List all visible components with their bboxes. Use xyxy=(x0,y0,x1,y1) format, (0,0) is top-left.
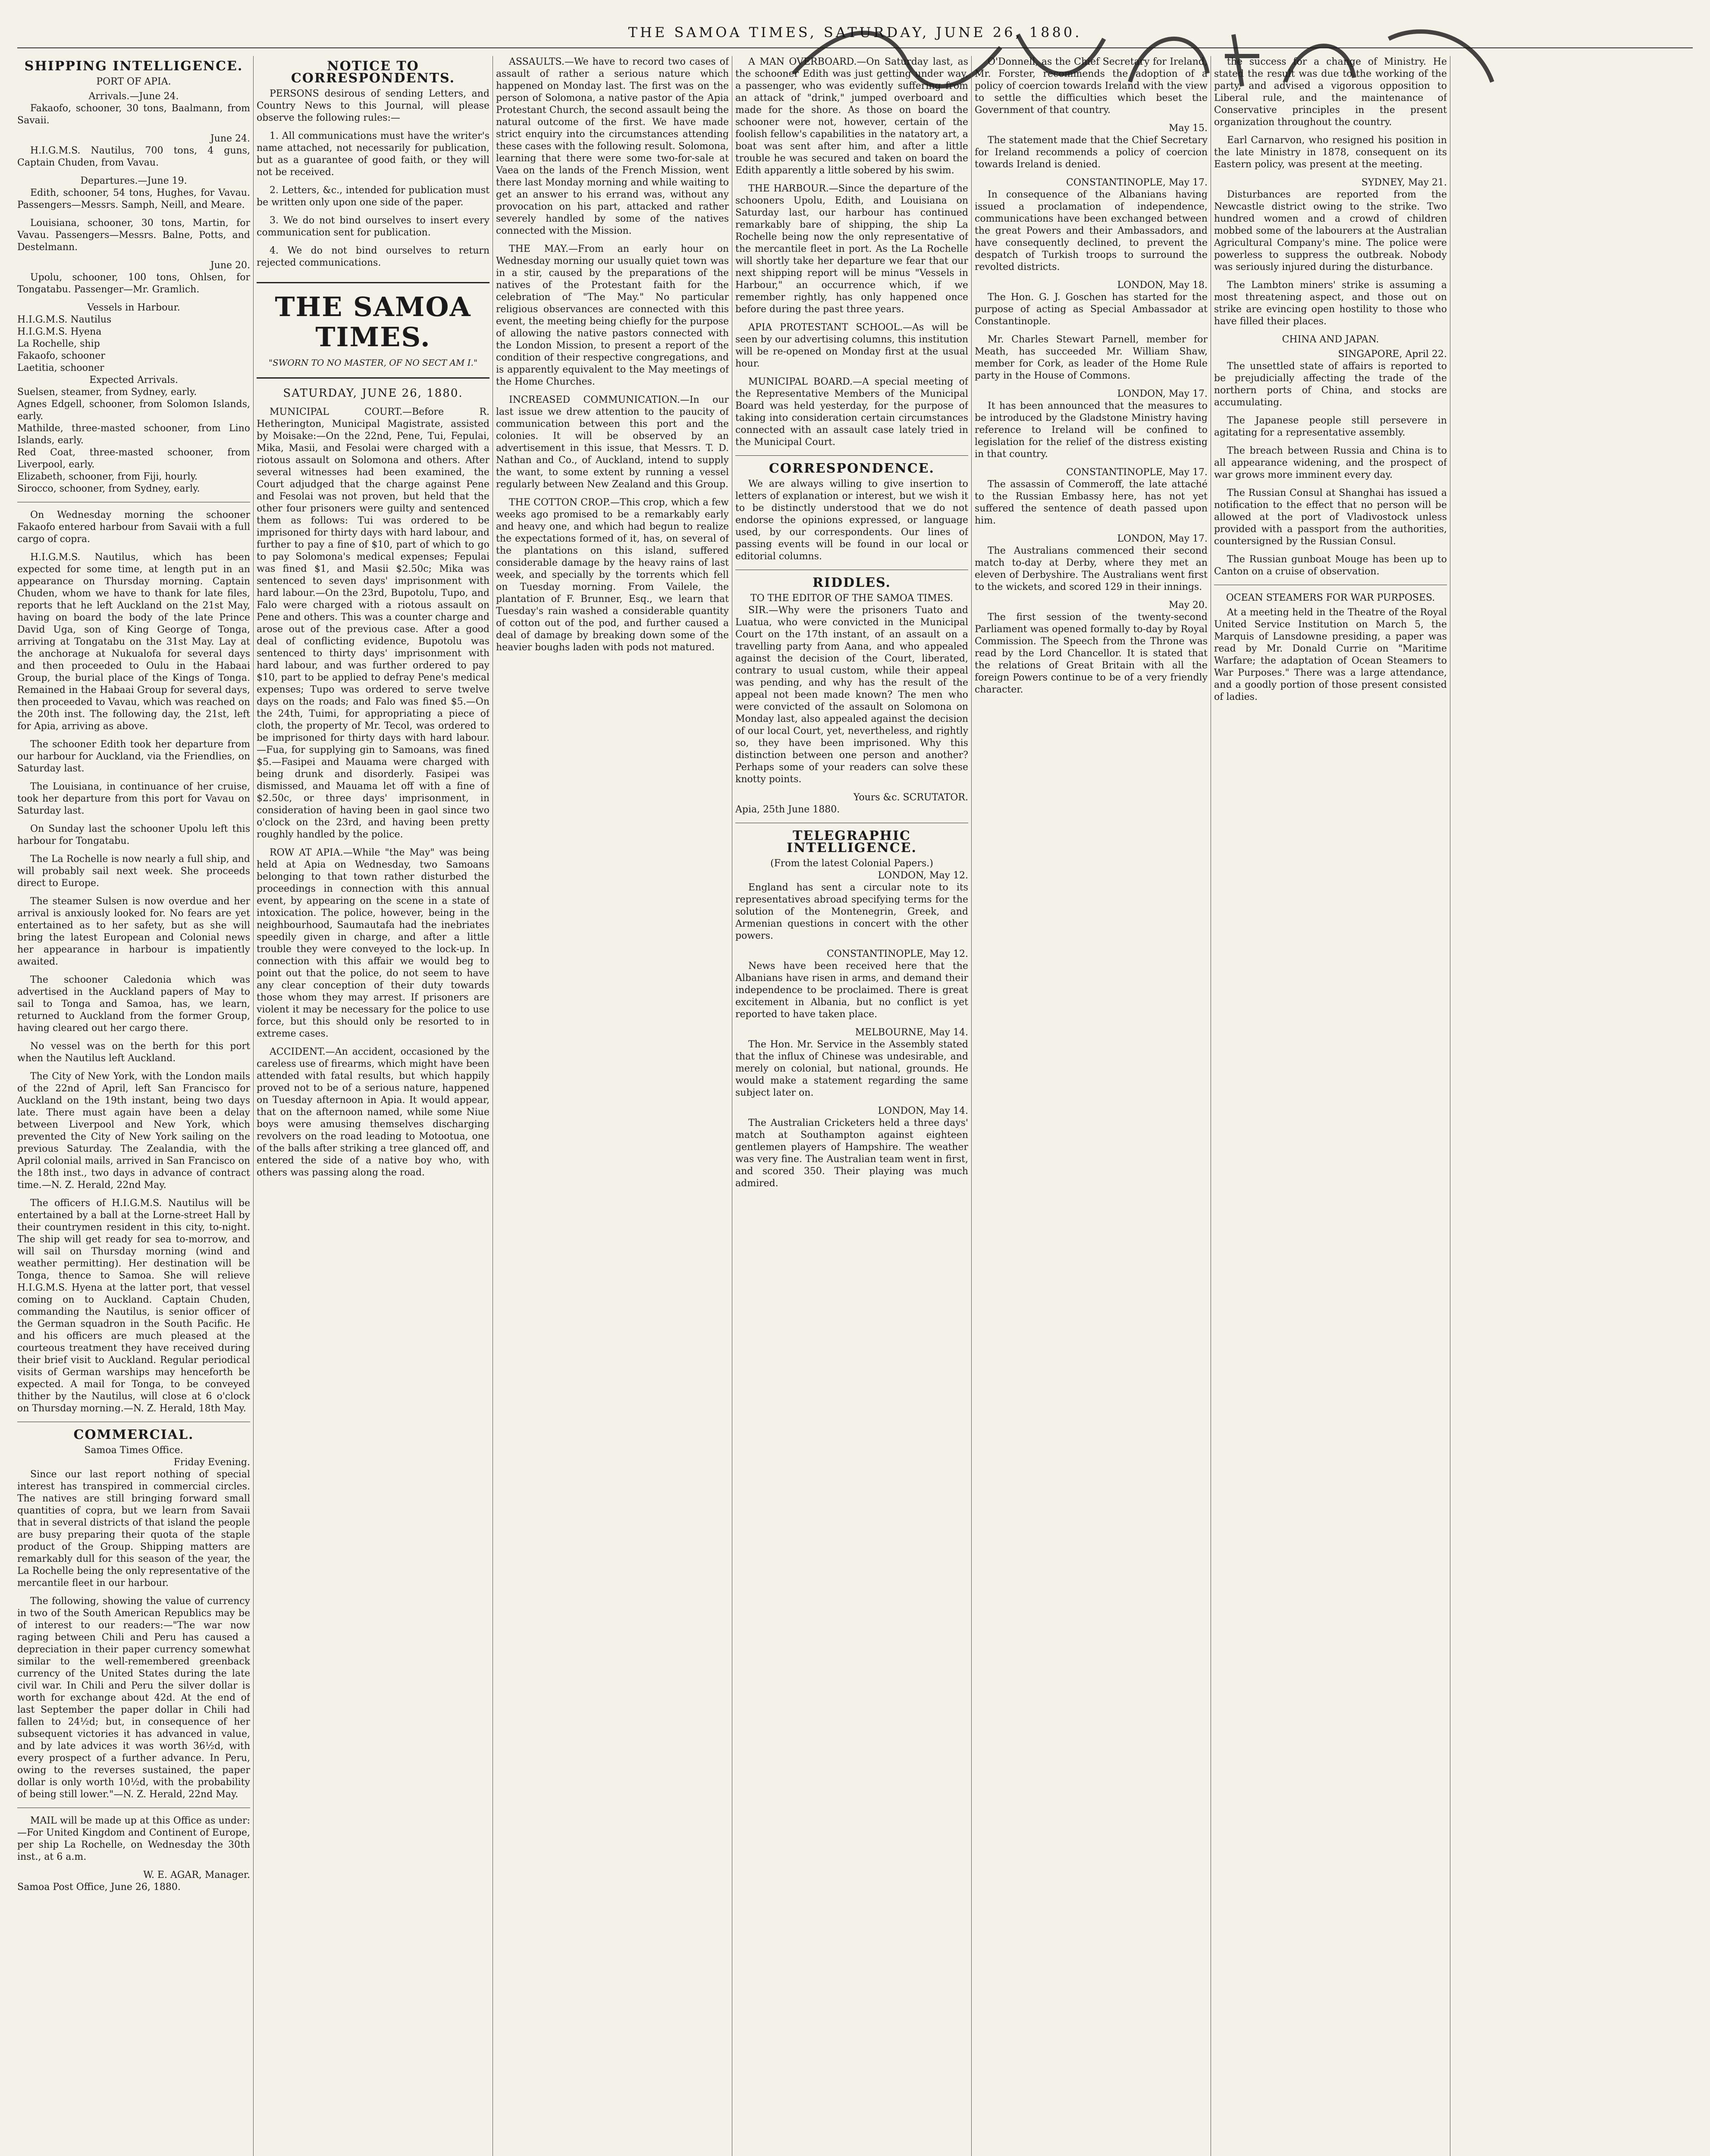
column-5 xyxy=(975,56,1208,2156)
telegraph-item: It has been announced that the measures to be introduced by the Gladstone Ministry having reference to Ireland will be confined to legislation for the relief of the distress existing in that country. xyxy=(975,401,1208,460)
news-paragraph: MUNICIPAL COURT.—Before R. Hetherington, Municipal Magistrate, assisted by Moisake:—On the 22nd, Pene, Tui, Fepulai, Mika, Masii, and Fesolai were charged with a riotous assault on Solomona and others. After several witnesses had been examined, the Court adjudged that the charge against Pene and Fesolai was not proven, but held that the other four prisoners were guilty and sentenced them as follows: Tui was ordered to be imprisoned for thirty days with hard labour, and further to pay a fine of $10, part of which to go to pay Solomona's medical expenses; Fepulai was fined $1, and Masii $2.50c; Mika was sentenced to seven days' imprisonment with hard labour.—On the 23rd, Bupotolu, Tupo, and Falo were charged with a riotous assault on Pene and others. This was a counter charge and arose out of the previous case. After a good deal of conflicting evidence, Bupotolu was sentenced to thirty days' imprisonment with hard labour, and was further ordered to pay $10, part to be applied to defray Pene's medical expenses; Tupo was ordered to serve twelve days on the roads; and Falo was fined $5.—On the 24th, Tuimi, for appropriating a piece of cloth, the property of Mr. Tecol, was ordered to be imprisoned for thirty days with hard labour.—Fua, for supplying gin to Samoans, was fined $5.—Fasipei and Mauama were charged with being drunk and disorderly. Fasipei was dismissed, and Mauama let off with a fine of $2.50c, or three days' imprisonment, in consideration of having been in gaol since two o'clock on the 23rd, and having been pretty roughly handled by the police. xyxy=(257,407,489,840)
dateline: May 15. xyxy=(1168,123,1208,134)
newspaper-page xyxy=(17,17,1693,2156)
vessel-entry: H.I.G.M.S. Hyena xyxy=(17,326,102,337)
news-paragraph: The steamer Sulsen is now overdue and her arrival is anxiously looked for. No fears are yet entertained as to her safety, but as she will bring the latest European and Colonial news her appearance in harbour is impatiently awaited. xyxy=(17,896,250,967)
shipping-entry: Fakaofo, schooner, 30 tons, Baalmann, from Savaii. xyxy=(17,103,250,126)
expected-entry: Mathilde, three-masted schooner, from Lino Islands, early. xyxy=(17,423,250,446)
shipping-date: June 20. xyxy=(210,260,250,271)
expected-entry: Sirocco, schooner, from Sydney, early. xyxy=(17,483,200,494)
dateline: SINGAPORE, April 22. xyxy=(1338,349,1447,360)
telegraph-item: the success for a change of Ministry. He stated the result was due to the working of the party, and advised a vigorous opposition to Liberal rule, and the maintenance of Conservative principles in the present organization throughout the country. xyxy=(1214,56,1447,128)
vessel-entry: Fakaofo, schooner xyxy=(17,351,105,361)
telegraph-item: In consequence of the Albanians having issued a proclamation of independence, communications have been exchanged between the great Powers and their Ambassadors, and have consequently declined, to prevent the despatch of Turkish troops to surround the revolted districts. xyxy=(975,189,1208,273)
column-4 xyxy=(735,56,968,2156)
subheading: Vessels in Harbour. xyxy=(87,302,180,313)
news-paragraph: THE COTTON CROP.—This crop, which a few weeks ago promised to be a remarkably early and heavy one, and which had begun to realize the expectations formed of it, has, on several of the plantations on this island, suffered considerable damage by the heavy rains of last week, and specially by the torrents which fell on Tuesday morning. From Vailele, the plantation of F. Brunner, Esq., we learn that Tuesday's rain washed a considerable quantity of cotton out of the pod, and further caused a deal of damage by breaking down some of the heavier boughs laden with pods not matured. xyxy=(496,497,729,653)
issue-date: SATURDAY, JUNE 26, 1880. xyxy=(283,387,463,400)
telegraph-item: The Russian Consul at Shanghai has issued a notification to the effect that no person will be allowed at the port of Vladivostock unless provided with a passport from the authorities, countersigned by the Russian Consul. xyxy=(1214,488,1447,547)
news-paragraph: ACCIDENT.—An accident, occasioned by the careless use of firearms, which might have been attended with fatal results, but which happily proved not to be of a serious nature, happened on Tuesday afternoon in Apia. It would appear, that on the afternoon named, while some Niue boys were amusing themselves discharging revolvers on the road leading to Motootua, one of the balls after striking a tree glanced off, and entered the side of a native boy who, with others was passing along the road. xyxy=(257,1047,489,1178)
news-paragraph: On Sunday last the schooner Upolu left this harbour for Tongatabu. xyxy=(17,824,250,846)
letter-signature: Yours &c. SCRUTATOR. xyxy=(853,792,968,803)
column-1 xyxy=(17,56,250,2156)
news-paragraph: THE HARBOUR.—Since the departure of the schooners Upolu, Edith, and Louisiana on Saturday last, our harbour has continued remarkably bare of shipping, the ship La Rochelle being now the only representative of the mercantile fleet in port. As the La Rochelle will shortly take her departure we fear that our next shipping report will be minus "Vessels in Harbour," an occurrence which, if we remember rightly, has only happened once before during the past three years. xyxy=(735,183,968,315)
vessel-entry: La Rochelle, ship xyxy=(17,338,100,349)
news-paragraph: The City of New York, with the London mails of the 22nd of April, left San Francisco for Auckland on the 19th instant, being two days late. There must again have been a delay between Liverpool and New York, which prevented the City of New York sailing on the previous Saturday. The Zealandia, with the April colonial mails, arrived in San Francisco on the 18th inst., two days in advance of contract time.—N. Z. Herald, 22nd May. xyxy=(17,1071,250,1191)
dateline: CONSTANTINOPLE, May 12. xyxy=(827,949,968,959)
dateline: MELBOURNE, May 14. xyxy=(855,1027,968,1038)
running-head: THE SAMOA TIMES, SATURDAY, JUNE 26, 1880. xyxy=(17,17,1693,48)
shipping-entry: Upolu, schooner, 100 tons, Ohlsen, for Tongatabu. Passenger—Mr. Gramlich. xyxy=(17,272,250,295)
telegraph-item: England has sent a circular note to its representatives abroad specifying terms for the solution of the Montenegrin, Greek, and Armenian questions in concert with the other powers. xyxy=(735,882,968,941)
column-rule xyxy=(971,56,972,2156)
news-paragraph: The schooner Edith took her departure from our harbour for Auckland, via the Friendlies, on Saturday last. xyxy=(17,739,250,774)
telegraph-item: Mr. Charles Stewart Parnell, member for Meath, has succeeded Mr. William Shaw, member for Cork, as leader of the Home Rule party in the House of Commons. xyxy=(975,334,1208,381)
telegraph-item: The Australians commenced their second match to-day at Derby, where they met an eleven of Derbyshire. The Australians went first to the wickets, and scored 129 in their innings. xyxy=(975,545,1208,592)
subheading: OCEAN STEAMERS FOR WAR PURPOSES. xyxy=(1226,592,1435,603)
telegraph-item: Earl Carnarvon, who resigned his position in the late Ministry in 1878, consequent on its Eastern policy, was present at the meeting. xyxy=(1214,135,1447,170)
article-paragraph: At a meeting held in the Theatre of the Royal United Service Institution on March 5, the Marquis of Lansdowne presiding, a paper was read by Mr. Donald Currie on "Maritime Warfare; the adaptation of Ocean Steamers to War Purposes." There was a large attendance, and a goodly portion of those present consisted of ladies. xyxy=(1214,607,1447,702)
expected-entry: Suelsen, steamer, from Sydney, early. xyxy=(17,387,197,398)
telegraph-item: The breach between Russia and China is to all appearance widening, and the prospect of war grows more imminent every day. xyxy=(1214,445,1447,480)
telegraph-item: The statement made that the Chief Secretary for Ireland recommends a policy of coercion towards Ireland is denied. xyxy=(975,135,1208,170)
telegraph-source: (From the latest Colonial Papers.) xyxy=(770,858,933,869)
masthead-motto: "SWORN TO NO MASTER, OF NO SECT AM I." xyxy=(268,357,478,368)
divider xyxy=(735,455,968,456)
mail-notice: MAIL will be made up at this Office as under:—For United Kingdom and Continent of Europe, per ship La Rochelle, on Wednesday the 30th inst., at 6 a.m. xyxy=(17,1815,250,1862)
news-paragraph: A MAN OVERBOARD.—On Saturday last, as the schooner Edith was just getting under way, a passenger, who was evidently suffering from an attack of "drink," jumped overboard and made for the shore. As those on board the schooner were not, however, certain of the foolish fellow's capabilities in the natatory art, a boat was sent after him, and after a little trouble he was secured and taken on board the Edith apparently a little sobered by his swim. xyxy=(735,56,968,176)
news-paragraph: The schooner Caledonia which was advertised in the Auckland papers of May to sail to Tonga and Samoa, has, we learn, returned to Auckland from the former Group, having cleared out her cargo there. xyxy=(17,975,250,1034)
subheading: PORT OF APIA. xyxy=(96,76,171,87)
vessel-entry: Laetitia, schooner xyxy=(17,363,104,373)
commercial-date: Friday Evening. xyxy=(173,1457,250,1468)
news-paragraph: On Wednesday morning the schooner Fakaofo entered harbour from Savaii with a full cargo of copra. xyxy=(17,510,250,545)
news-paragraph: The officers of H.I.G.M.S. Nautilus will be entertained by a ball at the Lorne-street Hall by their countrymen resident in this city, to-night. The ship will get ready for sea to-morrow, and will sail on Thursday morning (wind and weather permitting). Her destination will be Tonga, thence to Samoa. She will relieve H.I.G.M.S. Hyena at the latter port, that vessel coming on to Auckland. Captain Chuden, commanding the Nautilus, is senior officer of the German squadron in the South Pacific. He and his officers are much pleased at the courteous treatment they have received during their brief visit to Auckland. Regular periodical visits of German warships may henceforth be expected. A mail for Tonga, to be conveyed thither by the Nautilus, will close at 6 o'clock on Thursday morning.—N. Z. Herald, 18th May. xyxy=(17,1198,250,1414)
mail-office: Samoa Post Office, June 26, 1880. xyxy=(17,1882,181,1893)
dateline: LONDON, May 12. xyxy=(878,870,968,881)
commercial-paragraph: Since our last report nothing of special interest has transpired in commercial circles. The natives are still bringing forward small quantities of copra, but we learn from Savaii that in several districts of that island the people are busy preparing their quota of the staple product of the Group. Shipping matters are remarkably dull for this season of the year, the La Rochelle being the only representative of the mercantile fleet in our harbour. xyxy=(17,1469,250,1589)
dateline: LONDON, May 18. xyxy=(1117,280,1208,291)
column-3 xyxy=(496,56,729,2156)
dateline: LONDON, May 17. xyxy=(1117,389,1208,399)
news-paragraph: APIA PROTESTANT SCHOOL.—As will be seen by our advertising columns, this institution will be re-opened on Monday first at the usual hour. xyxy=(735,322,968,369)
shipping-entry: H.I.G.M.S. Nautilus, 700 tons, 4 guns, Captain Chuden, from Vavau. xyxy=(17,145,250,168)
notice-intro: PERSONS desirous of sending Letters, and Country News to this Journal, will please observe the following rules:— xyxy=(257,88,489,123)
column-6 xyxy=(1214,56,1447,2156)
telegraph-item: The assassin of Commeroff, the late attaché to the Russian Embassy here, has not yet suffered the sentence of death passed upon him. xyxy=(975,479,1208,526)
subheading: CHINA AND JAPAN. xyxy=(1282,334,1379,345)
telegraph-item: The Russian gunboat Mouge has been up to Canton on a cruise of observation. xyxy=(1214,554,1447,577)
vessel-entry: H.I.G.M.S. Nautilus xyxy=(17,314,112,325)
telegraph-item: The Hon. Mr. Service in the Assembly stated that the influx of Chinese was undesirable, and merely on colonial, but national, grounds. He would make a statement regarding the same subject later on. xyxy=(735,1039,968,1098)
subheading: Arrivals.—June 24. xyxy=(88,91,179,102)
correspondence-note: We are always willing to give insertion to letters of explanation or interest, but we wish it to be distinctly understood that we do not endorse the opinions expressed, or language used, by our correspondents. Our lines of passing events will be found in our local or editorial columns. xyxy=(735,479,968,562)
dateline: May 20. xyxy=(1168,600,1208,611)
masthead xyxy=(257,282,489,379)
notice-rule: 1. All communications must have the writer's name attached, not necessarily for publication, but as a guarantee of good faith, or they will not be received. xyxy=(257,131,489,178)
section-heading: CORRESPONDENCE. xyxy=(769,461,935,476)
shipping-date: June 24. xyxy=(210,133,250,144)
column-rule xyxy=(253,56,254,2156)
news-paragraph: H.I.G.M.S. Nautilus, which has been expected for some time, at length put in an appearance on Thursday morning. Captain Chuden, whom we have to thank for late files, reports that he left Auckland on the 21st May, having on board the body of the late Prince David Uga, son of King George of Tonga, arriving at Tongatabu on the 31st May. Lay at the anchorage at Nukualofa for several days and then proceeded to Oulu in the Habaai Group, the burial place of the Kings of Tonga. Remained in the Habaai Group for several days, then proceeded to Vavau, which was reached on the 20th inst. The following day, the 21st, left for Apia, arriving as above. xyxy=(17,552,250,732)
dateline: LONDON, May 14. xyxy=(878,1106,968,1116)
telegraph-item: The first session of the twenty-second Parliament was opened formally to-day by Royal Commission. The Speech from the Throne was read by the Lord Chancellor. It is stated that the relations of Great Britain with all the foreign Powers continue to be of a very friendly character. xyxy=(975,612,1208,695)
letter-address: TO THE EDITOR OF THE SAMOA TIMES. xyxy=(750,593,954,604)
telegraph-item: The Lambton miners' strike is assuming a most threatening aspect, and those out on strike are evincing open hostility to those who have filled their places. xyxy=(1214,280,1447,327)
telegraph-item: The Hon. G. J. Goschen has started for the purpose of acting as Special Ambassador at Constantinople. xyxy=(975,292,1208,327)
section-heading: COMMERCIAL. xyxy=(73,1427,194,1442)
section-heading: SHIPPING INTELLIGENCE. xyxy=(24,59,243,74)
news-paragraph: MUNICIPAL BOARD.—A special meeting of the Representative Members of the Municipal Board was held yesterday, for the purpose of taking into consideration certain circumstances connected with an assault case lately tried in the Municipal Court. xyxy=(735,376,968,448)
expected-entry: Agnes Edgell, schooner, from Solomon Islands, early. xyxy=(17,399,250,422)
dateline: LONDON, May 17. xyxy=(1117,533,1208,544)
news-paragraph: INCREASED COMMUNICATION.—In our last issue we drew attention to the paucity of communication between this port and the colonies. It will be observed by an advertisement in this issue, that Messrs. T. D. Nathan and Co., of Auckland, intend to supply the want, to some extent by running a vessel regularly between New Zealand and this Group. xyxy=(496,395,729,490)
news-paragraph: No vessel was on the berth for this port when the Nautilus left Auckland. xyxy=(17,1041,250,1064)
telegraph-item: The Japanese people still persevere in agitating for a representative assembly. xyxy=(1214,415,1447,438)
expected-entry: Elizabeth, schooner, from Fiji, hourly. xyxy=(17,471,198,482)
news-paragraph: The Louisiana, in continuance of her cruise, took her departure from this port for Vavau on Saturday last. xyxy=(17,781,250,816)
news-paragraph: ROW AT APIA.—While "the May" was being held at Apia on Wednesday, two Samoans belonging to that town rather disturbed the proceedings in connection with this annual event, by appearing on the scene in a state of intoxication. The police, however, being in the neighbourhood, Saumautafa had the inebriates speedily given in charge, and after a little trouble they were conveyed to the lock-up. In connection with this affair we would beg to point out that the police, do not seem to have any clear conception of their duty towards those whom they may arrest. If prisoners are violent it may be necessary for the police to use force, but this should only be resorted to in extreme cases. xyxy=(257,847,489,1039)
news-paragraph: THE MAY.—From an early hour on Wednesday morning our usually quiet town was in a stir, caused by the preparations of the natives of the Protestant faith for the celebration of "The May." No particular religious observances are connected with this event, the meeting being chiefly for the purpose of allowing the native pastors connected with the London Mission, to present a report of the condition of their respective congregations, and is apparently equivalent to the May meetings of the Home Churches. xyxy=(496,244,729,387)
telegraph-item: News have been received here that the Albanians have risen in arms, and demand their independence to be proclaimed. There is great excitement in Albania, but no conflict is yet reported to have taken place. xyxy=(735,961,968,1020)
section-heading: TELEGRAPHIC INTELLIGENCE. xyxy=(787,828,917,856)
section-heading: RIDDLES. xyxy=(813,575,891,590)
notice-rule: 2. Letters, &c., intended for publication must be written only upon one side of the paper. xyxy=(257,185,489,208)
masthead-title: THE SAMOA TIMES. xyxy=(275,291,471,353)
column-grid xyxy=(17,56,1693,2156)
dateline: CONSTANTINOPLE, May 17. xyxy=(1066,177,1208,188)
letter-date: Apia, 25th June 1880. xyxy=(735,804,840,815)
commercial-paragraph: The following, showing the value of currency in two of the South American Republics may be of interest to our readers:—"The war now raging between Chili and Peru has caused a depreciation in their paper currency somewhat similar to the well-remembered greenback currency of the United States during the late civil war. In Chili and Peru the silver dollar is worth for exchange about 42d. At the end of last September the paper dollar in Chili had fallen to 24½d; but, in consequence of her subsequent victories it has advanced in value, and by late advices it was worth 36½d, with every prospect of a further advance. In Peru, owing to the reverses sustained, the paper dollar is only worth 10½d, with the probability of being still lower."—N. Z. Herald, 22nd May. xyxy=(17,1596,250,1800)
telegraph-item: The Australian Cricketers held a three days' match at Southampton against eighteen gentlemen players of Hampshire. The weather was very fine. The Australian team went in first, and scored 350. Their playing was much admired. xyxy=(735,1118,968,1189)
telegraph-item: O'Donnell, as the Chief Secretary for Ireland, Mr. Forster, recommends the adoption of a policy of coercion towards Ireland with the view to settle the difficulties which beset the Government of that country. xyxy=(975,56,1208,116)
news-paragraph: ASSAULTS.—We have to record two cases of assault of rather a serious nature which happened on Monday last. The first was on the person of Solomona, a native pastor of the Apia Protestant Church, the second assault being the natural outcome of the first. We have made strict enquiry into the circumstances attending these cases with the following result. Solomona, learning that there were some two-for-sale at Vaea on the lands of the French Mission, went there last Monday morning and while waiting to get an answer to his errand was, without any provocation on his part, attacked and rather severely handled by some of the natives connected with the Mission. xyxy=(496,56,729,236)
telegraph-item: The unsettled state of affairs is reported to be prejudicially affecting the trade of the northern ports of China, and stocks are accumulating. xyxy=(1214,361,1447,408)
shipping-entry: Edith, schooner, 54 tons, Hughes, for Vavau. Passengers—Messrs. Samph, Neill, and Meare. xyxy=(17,188,250,210)
column-2 xyxy=(257,56,489,2156)
letter-body: SIR.—Why were the prisoners Tuato and Luatua, who were convicted in the Municipal Court on the 17th instant, of an assault on a travelling party from Aana, and who appealed against the decision of the Court, liberated, contrary to usual custom, while their appeal was pending, and why has the result of the appeal not been made known? The men who were convicted of the assault on Solomona on Monday last, also appealed against the decision of our local Court, yet, nevertheless, and rightly so, they have been imprisoned. Why this distinction between one person and another? Perhaps some of your readers can solve these knotty points. xyxy=(735,605,968,785)
section-heading: NOTICE TO CORRESPONDENTS. xyxy=(291,59,455,86)
expected-entry: Red Coat, three-masted schooner, from Liverpool, early. xyxy=(17,447,250,470)
dateline: CONSTANTINOPLE, May 17. xyxy=(1066,467,1208,478)
notice-rule: 3. We do not bind ourselves to insert every communication sent for publication. xyxy=(257,215,489,238)
subheading: Expected Arrivals. xyxy=(89,375,178,385)
shipping-entry: Louisiana, schooner, 30 tons, Martin, for Vavau. Passengers—Messrs. Balne, Potts, and Destelmann. xyxy=(17,218,250,253)
telegraph-item: Disturbances are reported from the Newcastle district owing to the strike. Two hundred women and a crowd of children mobbed some of the labourers at the Australian Agricultural Company's mine. The police were powerless to suppress the outbreak. Nobody was seriously injured during the disturbance. xyxy=(1214,189,1447,273)
dateline: SYDNEY, May 21. xyxy=(1361,177,1447,188)
mail-signature: W. E. AGAR, Manager. xyxy=(143,1870,250,1880)
subheading: Departures.—June 19. xyxy=(80,175,187,186)
notice-rule: 4. We do not bind ourselves to return rejected communications. xyxy=(257,245,489,268)
commercial-office: Samoa Times Office. xyxy=(84,1445,183,1456)
news-paragraph: The La Rochelle is now nearly a full ship, and will probably sail next week. She proceeds direct to Europe. xyxy=(17,854,250,889)
